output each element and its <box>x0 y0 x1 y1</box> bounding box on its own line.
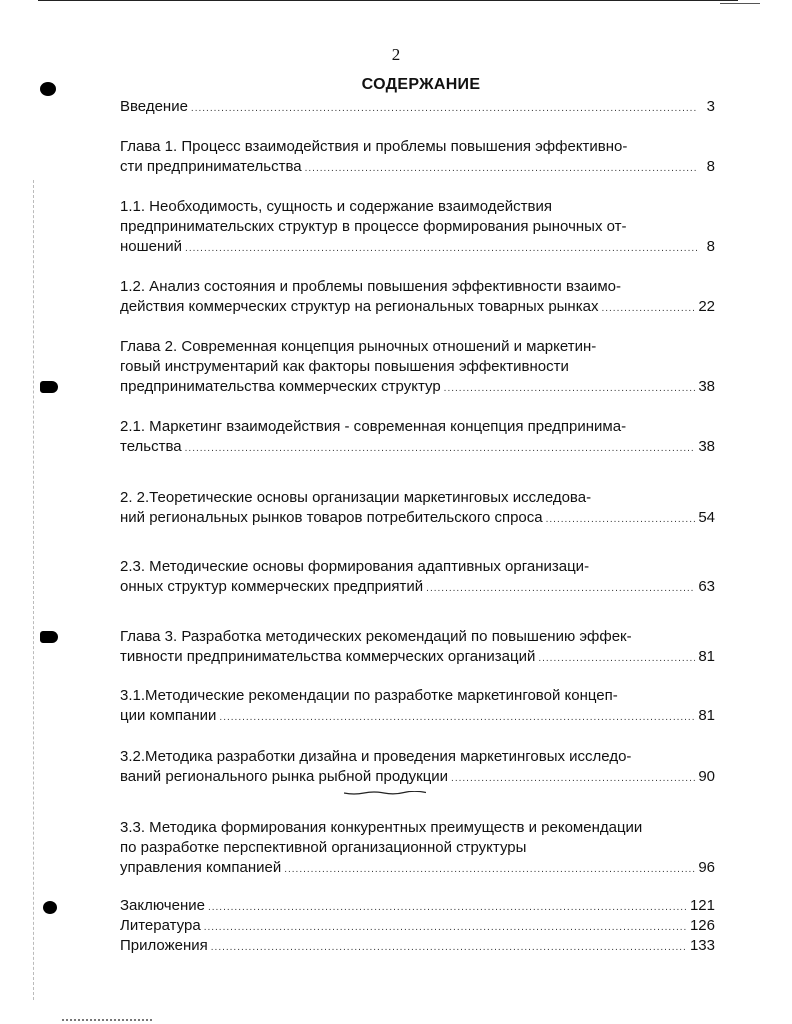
toc-page-number: 3 <box>706 98 715 115</box>
leader-dots <box>185 439 696 459</box>
leader-dots <box>185 239 698 259</box>
toc-entry-text: 3.3. Методика формирования конкурентных преимуществ и рекомендации <box>120 819 643 836</box>
toc-page-number: 38 <box>698 438 715 455</box>
toc-entry-text: действия коммерческих структур на региональных товарных рынках <box>120 298 599 315</box>
punch-hole-mark <box>40 381 58 393</box>
leader-dots <box>219 708 695 728</box>
toc-entry-text: Литература <box>120 917 201 934</box>
toc-entry-text: ции компании <box>120 707 217 724</box>
toc-entry-text: Глава 3. Разработка методических рекомендаций по повышению эффек- <box>120 628 632 645</box>
toc-page-number: 22 <box>698 298 715 315</box>
toc-entry <box>120 747 715 789</box>
leader-dots <box>426 579 695 599</box>
leader-dots <box>211 938 687 958</box>
toc-entry <box>120 277 715 319</box>
toc-entry <box>120 557 715 599</box>
toc-entry-text: Глава 1. Процесс взаимодействия и проблемы повышения эффективно- <box>120 138 628 155</box>
toc-entry-text: предпринимательства коммерческих структур <box>120 378 441 395</box>
toc-entry-text: 3.1.Методические рекомендации по разработке маркетинговой концеп- <box>120 687 618 704</box>
toc-entry <box>120 896 715 918</box>
leader-dots <box>546 510 696 530</box>
toc-entry <box>120 488 715 530</box>
leader-dots <box>451 769 695 789</box>
scan-top-border <box>38 0 738 1</box>
toc-entry <box>120 818 715 880</box>
leader-dots <box>538 649 695 669</box>
toc-entry-text: 1.1. Необходимость, сущность и содержание взаимодействия <box>120 198 553 215</box>
leader-dots <box>191 99 698 119</box>
toc-entry-text: тивности предпринимательства коммерческих организаций <box>120 648 536 665</box>
toc-entry-text: Приложения <box>120 937 208 954</box>
toc-page-number: 133 <box>689 937 715 954</box>
toc-page-number: 126 <box>689 917 715 934</box>
toc-page-number: 54 <box>698 509 715 526</box>
handwritten-underline-mark <box>344 791 426 795</box>
toc-page-number: 90 <box>698 768 715 785</box>
toc-page-number: 63 <box>698 578 715 595</box>
toc-entry-text: Введение <box>120 98 188 115</box>
toc-entry <box>120 417 715 459</box>
toc-entry-text: 2.1. Маркетинг взаимодействия - современная концепция предпринима- <box>120 418 627 435</box>
toc-entry-text: говый инструментарий как факторы повышения эффективности <box>120 358 569 375</box>
toc-entry-text: онных структур коммерческих предприятий <box>120 578 424 595</box>
toc-entry <box>120 137 715 179</box>
page-number: 2 <box>391 45 401 64</box>
toc-page-number: 38 <box>698 378 715 395</box>
toc-entry-text: 2.3. Методические основы формирования адаптивных организаци- <box>120 558 590 575</box>
toc-entry <box>120 936 715 958</box>
toc-page-number: 8 <box>706 238 715 255</box>
toc-entry-text: управления компанией <box>120 859 282 876</box>
leader-dots <box>444 379 696 399</box>
toc-entry-text: 2. 2.Теоретические основы организации маркетинговых исследова- <box>120 489 592 506</box>
toc-entry-text: ний региональных рынков товаров потребительского спроса <box>120 509 543 526</box>
toc-page-number: 81 <box>698 648 715 665</box>
punch-hole-mark <box>43 901 57 914</box>
toc-entry <box>120 686 715 728</box>
toc-entry-text: Глава 2. Современная концепция рыночных отношений и маркетин- <box>120 338 597 355</box>
toc-entry <box>120 97 715 119</box>
toc-entry-text: предпринимательских структур в процессе формирования рыночных от- <box>120 218 627 235</box>
toc-entry-text: по разработке перспективной организационной структуры <box>120 839 527 856</box>
toc-entry <box>120 916 715 938</box>
toc-entry-text: тельства <box>120 438 182 455</box>
page-title: СОДЕРЖАНИЕ <box>361 76 481 93</box>
toc-entry <box>120 197 715 259</box>
toc-entry-text: 1.2. Анализ состояния и проблемы повышения эффективности взаимо- <box>120 278 622 295</box>
leader-dots <box>284 860 695 880</box>
punch-hole-mark <box>40 631 58 643</box>
toc-page-number: 81 <box>698 707 715 724</box>
leader-dots <box>305 159 698 179</box>
scan-left-edge <box>33 180 35 1000</box>
toc-page-number: 8 <box>706 158 715 175</box>
toc-entry <box>120 337 715 399</box>
scan-bottom-marks <box>62 1019 152 1022</box>
leader-dots <box>208 898 687 918</box>
leader-dots <box>204 918 687 938</box>
toc-entry-text: Заключение <box>120 897 205 914</box>
leader-dots <box>601 299 695 319</box>
toc-entry <box>120 627 715 669</box>
toc-entry-text: ношений <box>120 238 183 255</box>
toc-page-number: 121 <box>689 897 715 914</box>
toc-entry-text: сти предпринимательства <box>120 158 302 175</box>
toc-entry-text: ваний регионального рынка рыбной продукции <box>120 768 449 785</box>
scan-top-border-fragment <box>720 3 760 4</box>
toc-entry-text: 3.2.Методика разработки дизайна и проведения маркетинговых исследо- <box>120 748 632 765</box>
toc-page-number: 96 <box>698 859 715 876</box>
